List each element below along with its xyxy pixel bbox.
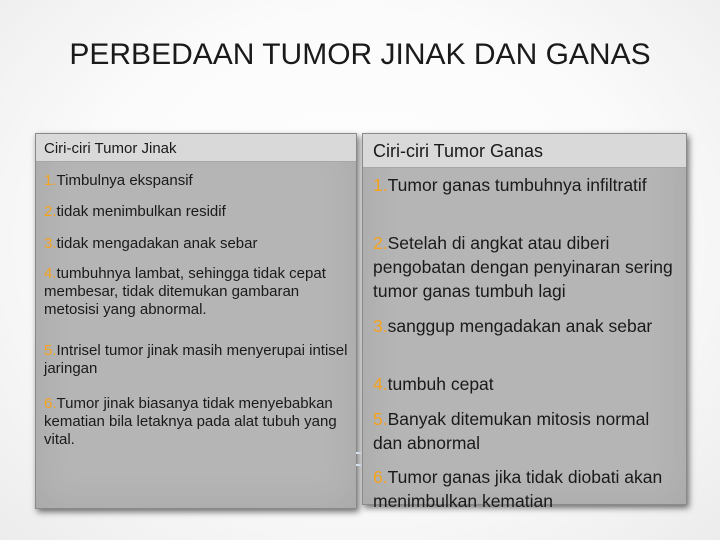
- benign-header: Ciri-ciri Tumor Jinak: [36, 134, 356, 162]
- item-text: Intrisel tumor jinak masih menyerupai intisel jaringan: [44, 342, 348, 377]
- item-text: Tumor jinak biasanya tidak menyebabkan kematian bila letaknya pada alat tubuh yang vital.: [44, 395, 337, 448]
- benign-tumor-box: [35, 133, 357, 509]
- item-number: 4.: [44, 265, 57, 282]
- malignant-item-6: [373, 465, 676, 513]
- item-number: 6.: [373, 467, 388, 487]
- item-number: 4.: [373, 374, 388, 394]
- malignant-item-5: [373, 407, 676, 455]
- benign-item-2: [44, 203, 348, 221]
- item-number: 3.: [44, 235, 57, 252]
- item-text: Tumor ganas tumbuhnya infiltratif: [387, 175, 647, 195]
- benign-item-1: [44, 172, 348, 190]
- item-number: 2.: [373, 233, 388, 253]
- malignant-item-2: [373, 231, 676, 303]
- item-number: 5.: [44, 342, 57, 359]
- item-number: 3.: [373, 316, 388, 336]
- item-number: 5.: [373, 409, 388, 429]
- malignant-tumor-box: [362, 133, 687, 511]
- item-text: Setelah di angkat atau diberi pengobatan dengan penyinaran sering tumor ganas tumbuh lagi: [373, 233, 673, 301]
- item-text: tumbuhnya lambat, sehingga tidak cepat membesar, tidak ditemukan gambaran metosisi yang abnormal.: [44, 265, 326, 318]
- item-number: 2.: [44, 203, 57, 220]
- item-text: tidak mengadakan anak sebar: [56, 235, 258, 252]
- benign-item-6: [44, 395, 348, 449]
- benign-item-5: [44, 342, 348, 378]
- item-number: 6.: [44, 395, 57, 412]
- item-text: Banyak ditemukan mitosis normal dan abnormal: [373, 409, 650, 453]
- item-text: Timbulnya ekspansif: [56, 172, 193, 189]
- item-text: Tumor ganas jika tidak diobati akan menimbulkan kematian: [373, 467, 663, 511]
- malignant-header: Ciri-ciri Tumor Ganas: [363, 134, 686, 168]
- slide-title: PERBEDAAN TUMOR JINAK DAN GANAS: [69, 38, 651, 71]
- item-text: tumbuh cepat: [387, 374, 494, 394]
- item-text: tidak menimbulkan residif: [56, 203, 226, 220]
- item-text: sanggup mengadakan anak sebar: [387, 316, 653, 336]
- malignant-item-3: [373, 314, 676, 338]
- malignant-item-4: [373, 372, 676, 396]
- item-number: 1.: [44, 172, 57, 189]
- benign-item-3: [44, 235, 348, 253]
- benign-item-4: [44, 265, 348, 319]
- malignant-item-1: [373, 173, 676, 197]
- item-number: 1.: [373, 175, 388, 195]
